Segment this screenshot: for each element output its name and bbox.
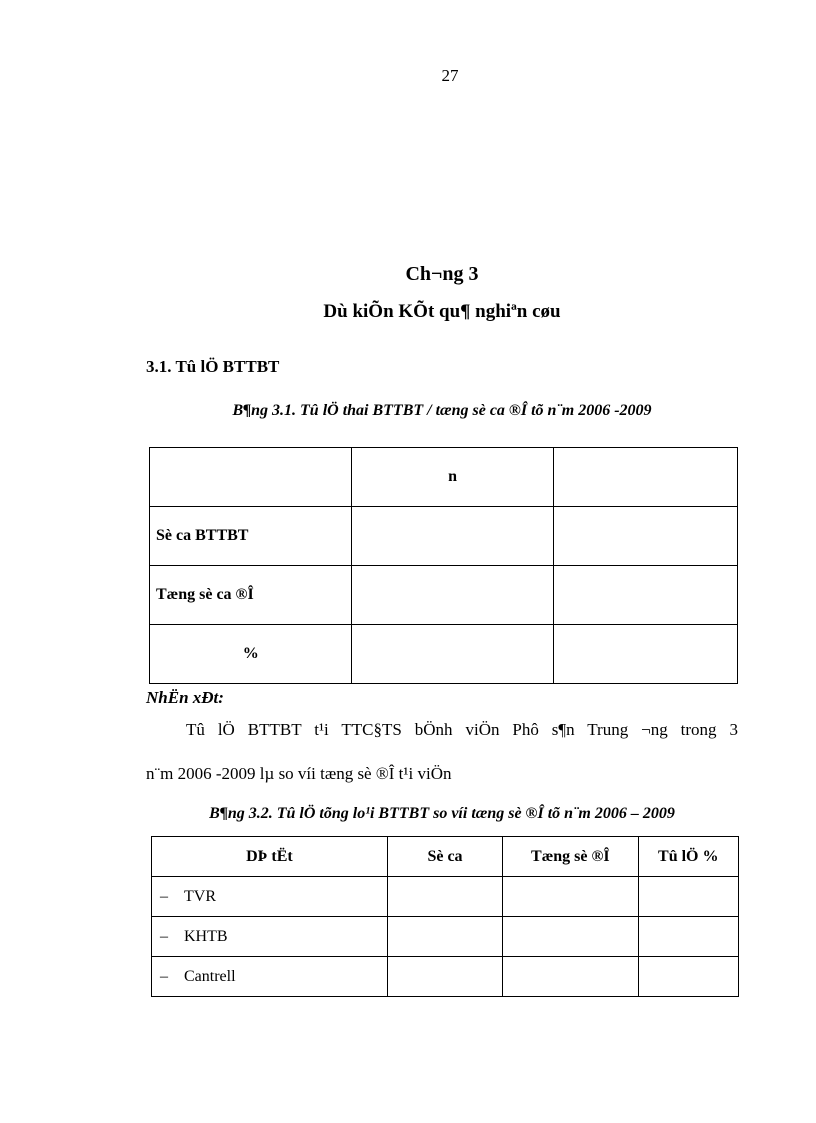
row-label-text: TVR [184, 887, 216, 905]
paragraph-line: Tû lÖ BTTBT t¹i TTC§TS bÖnh viÖn Phô s¶n Trung ¬ng trong 3 [186, 720, 738, 739]
dash-marker: – [160, 887, 168, 905]
table1-cell [553, 566, 737, 625]
table-header-row [150, 448, 738, 507]
table2-header-cell: Tû lÖ % [638, 837, 738, 877]
table1-cell [553, 625, 737, 684]
table2-row-label [152, 877, 388, 917]
table2-cell [638, 957, 738, 997]
table2-header-cell: Tæng sè ®Î [503, 837, 638, 877]
table-row [152, 877, 739, 917]
table2-row-label [152, 917, 388, 957]
table-row [150, 625, 738, 684]
table2-cell [638, 917, 738, 957]
table2-cell [387, 877, 502, 917]
table2-header-cell: DÞ tËt [152, 837, 388, 877]
table2-header-cell: Sè ca [387, 837, 502, 877]
table2-cell [503, 957, 638, 997]
table1-row-label: Sè ca BTTBT [150, 507, 352, 566]
table2-cell [638, 877, 738, 917]
table-row [152, 917, 739, 957]
table1-cell [553, 507, 737, 566]
table1-cell [352, 566, 553, 625]
table-header-row [152, 837, 739, 877]
table2 [151, 836, 739, 997]
page-number: 27 [441, 66, 459, 85]
dash-marker: – [160, 967, 168, 985]
table-row [150, 566, 738, 625]
table1-header-cell [150, 448, 352, 507]
chapter-subtitle: Dù kiÕn KÕt qu¶ nghiªn cøu [323, 301, 561, 322]
section-heading: 3.1. Tû lÖ BTTBT [146, 357, 280, 376]
row-label-text: KHTB [184, 927, 228, 945]
table1-header-cell [553, 448, 737, 507]
table2-cell [503, 877, 638, 917]
table2-cell [387, 917, 502, 957]
paragraph-line: n¨m 2006 -2009 lµ so víi tæng sè ®Î t¹i viÖn [146, 764, 452, 783]
table1-caption: B¶ng 3.1. Tû lÖ thai BTTBT / tæng sè ca ®Î tõ n¨m 2006 -2009 [232, 402, 652, 419]
table-row [152, 957, 739, 997]
observation-label: NhËn xÐt: [146, 688, 224, 707]
table2-caption: B¶ng 3.2. Tû lÖ tõng lo¹i BTTBT so víi tæng sè ®Î tõ n¨m 2006 – 2009 [209, 805, 675, 822]
table1-row-label: % [150, 625, 352, 684]
table1-cell [352, 507, 553, 566]
table1-cell [352, 625, 553, 684]
table1-header-cell: n [352, 448, 553, 507]
table1 [149, 447, 738, 684]
row-label-text: Cantrell [184, 967, 236, 985]
table1-row-label: Tæng sè ca ®Î [150, 566, 352, 625]
table2-row-label [152, 957, 388, 997]
table-row [150, 507, 738, 566]
dash-marker: – [160, 927, 168, 945]
table2-cell [387, 957, 502, 997]
table2-cell [503, 917, 638, 957]
chapter-title: Ch¬ng 3 [405, 263, 479, 285]
